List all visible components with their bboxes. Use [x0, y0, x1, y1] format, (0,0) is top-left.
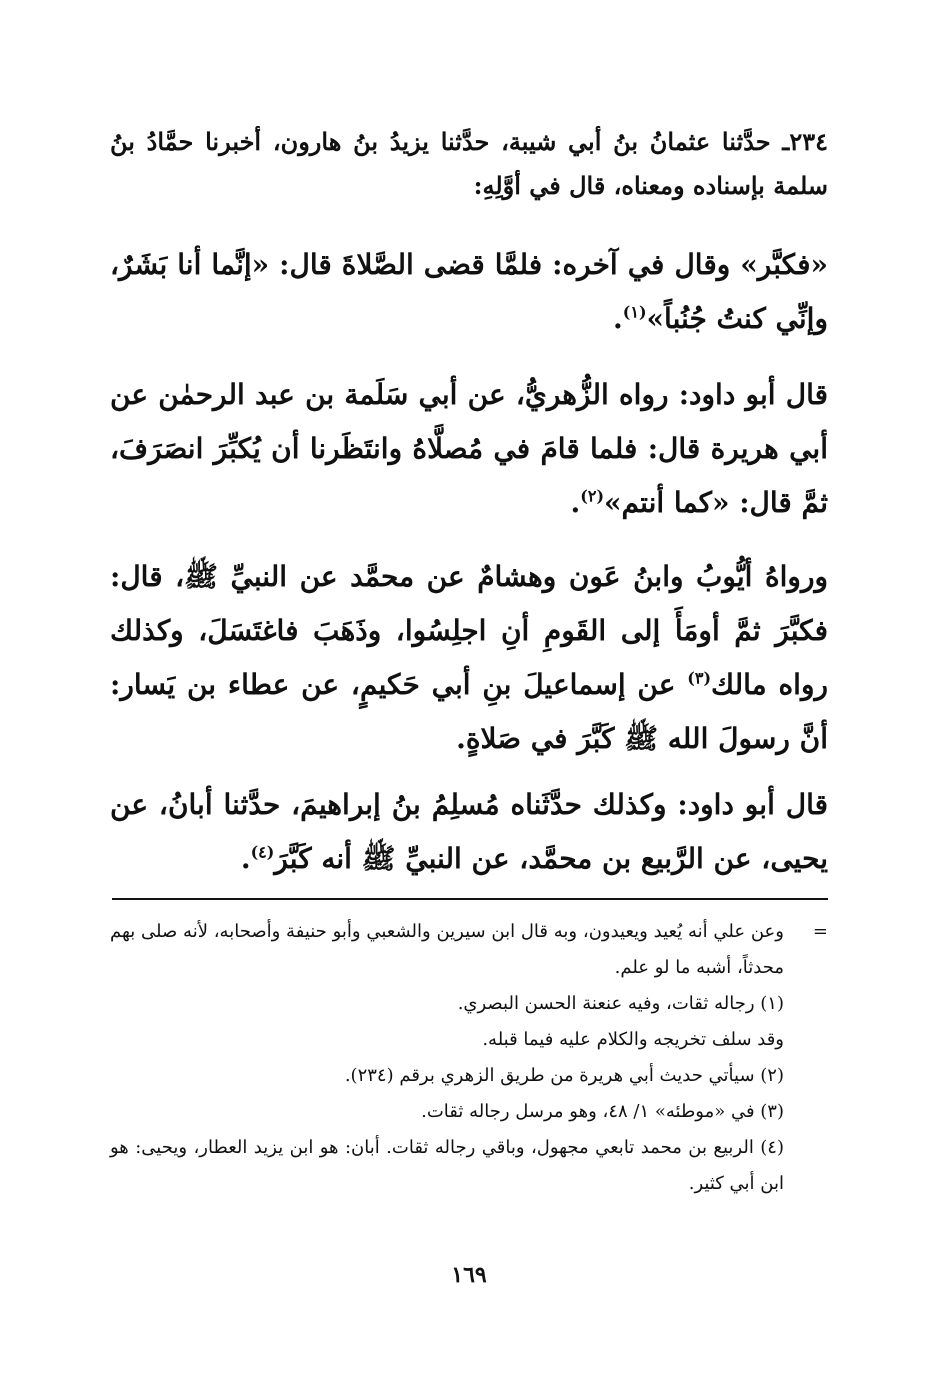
ayyub-text-a: ورواهُ أيُّوبُ وابنُ عَون وهشامٌ عن محمَّد عن النبيِّ ﷺ، قال: فكبَّرَ ثمَّ أومَأَ إلى القَومِ أنِ اجلِسُوا، وذَهَبَ فاغتَسَلَ، وكذلك رواه مالك	[110, 560, 828, 701]
footnote-3: (٣) في «موطئه» ١/ ٤٨، وهو مرسل رجاله ثقات.	[421, 1101, 784, 1122]
abu-dawud-paragraph-1	[110, 368, 828, 530]
footnote-1: (١) رجاله ثقات، وفيه عنعنة الحسن البصري.	[457, 993, 784, 1014]
abu-dawud-1-text: قال أبو داود: رواه الزُّهريُّ، عن أبي سَلَمة بن عبد الرحمٰن عن أبي هريرة قال: فلما قامَ في مُصلَّاهُ وانتَظَرنا أن يُكبِّرَ انصَرَفَ، ثمَّ قال: «كما أنتم»	[110, 378, 828, 519]
footnote-ref-1[interactable]: (١)	[622, 302, 647, 322]
abu-dawud-1-end: .	[570, 486, 581, 519]
quote-paragraph	[110, 238, 828, 346]
continuation-marker: =	[812, 921, 828, 942]
abu-dawud-2-end: .	[240, 842, 251, 875]
footnote-2: (٢) سيأتي حديث أبي هريرة من طريق الزهري برقم (٢٣٤).	[344, 1065, 784, 1086]
footnote-ref-2[interactable]: (٢)	[580, 486, 605, 506]
footnote-4: (٤) الربيع بن محمد تابعي مجهول، وباقي رجاله ثقات. أبان: هو ابن يزيد العطار، ويحيى: هو ابن أبي كثير.	[110, 1137, 784, 1194]
footnote-ref-4[interactable]: (٤)	[250, 842, 275, 862]
hadith-234-header	[110, 120, 828, 208]
footnote-divider	[112, 898, 828, 900]
ayyub-paragraph	[110, 550, 828, 766]
abu-dawud-2-text: قال أبو داود: وكذلك حدَّثَناه مُسلِمُ بنُ إبراهيمَ، حدَّثنا أبانُ، عن يحيى، عن الرَّبيع بن محمَّد، عن النبيِّ ﷺ أنه كَبَّرَ	[110, 788, 828, 875]
footnote-1-continued: وقد سلف تخريجه والكلام عليه فيما قبله.	[482, 1029, 784, 1050]
continuation-text: وعن علي أنه يُعيد ويعيدون، وبه قال ابن سيرين والشعبي وأبو حنيفة وأصحابه، لأنه صلى بهم محدثاً، أشبه ما لو علم.	[110, 921, 784, 978]
footnote-ref-3[interactable]: (٣)	[687, 668, 712, 688]
ayyub-text-b: عن إسماعيلَ بنِ أبي حَكيمٍ، عن عطاء بن يَسار: أنَّ رسولَ الله ﷺ كَبَّرَ في صَلاةٍ.	[110, 668, 828, 755]
footnote-continuation	[110, 914, 828, 986]
quote-end: .	[613, 302, 623, 335]
page-number: ١٦٩	[451, 1262, 487, 1288]
abu-dawud-paragraph-2	[110, 778, 828, 886]
quote-text: «فكبَّر» وقال في آخره: فلمَّا قضى الصَّلاةَ قال: «إنَّما أنا بَشَرٌ، وإنِّي كنتُ جُنُباً»	[110, 248, 828, 335]
hadith-234-text: ٢٣٤ـ حدَّثنا عثمانُ بنُ أبي شيبة، حدَّثنا يزيدُ بنُ هارون، أخبرنا حمَّادُ بنُ سلمة بإسناده ومعناه، قال في أوَّلِهِ:	[110, 127, 828, 200]
footnotes	[110, 914, 828, 1202]
